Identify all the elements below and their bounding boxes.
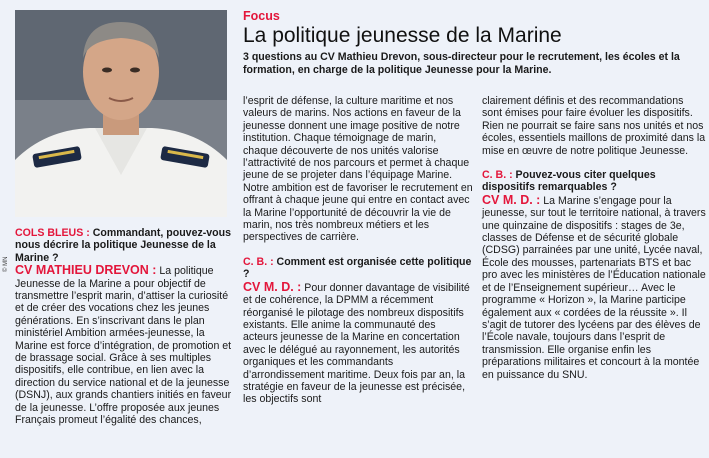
article-lead: 3 questions au CV Mathieu Drevon, sous-directeur pour le recrutement, les écoles et la formation, en charge de la politique Jeunesse pour la Marine.: [243, 51, 680, 76]
answer-2-text-1: Pour donner davantage de visibilité et de cohérence, la DPMM a récemment réorganisé le pilotage des nombreux dispositifs existants. Elle anime la communauté des acteurs jeunesse de la Marine en concertation avec le délégué au rayonnement, les autorités organiques et les commandants d’arrondissement maritime. Deux fois par an, la stratégie en faveur de la jeunesse est précisée, les objectifs sont: [243, 281, 470, 406]
question-3-asker: C. B. :: [482, 169, 513, 182]
question-1-asker: COLS BLEUS :: [15, 227, 90, 239]
column-3: [482, 95, 706, 381]
question-2: [243, 256, 473, 281]
photo-credit: © MN: [3, 256, 9, 272]
question-3: [482, 169, 706, 194]
question-1-text: Commandant, pouvez-vous nous décrire la politique Jeunesse de la Marine ?: [15, 227, 232, 264]
answer-2-speaker: CV M. D. :: [243, 279, 302, 294]
portrait-illustration: [15, 10, 227, 217]
column-2: [243, 95, 473, 406]
column-1: [15, 227, 239, 427]
question-2-text: Comment est organisée cette politique ?: [243, 255, 472, 281]
question-2-asker: C. B. :: [243, 255, 274, 268]
answer-2-part-1: [243, 281, 473, 406]
answer-1-part-1: [15, 264, 239, 426]
answer-3-text: La Marine s’engage pour la jeunesse, sur tout le territoire national, à travers une quinzaine de dispositifs : stages de 3e, classes de Défense et de sécurité globale (CDSG) parrainées par une unité, Lycée naval, École des mousses, partenariats BTS et bac pro avec les ministères de l’Éducation nationale et de l’Enseignement supérieur… Avec le programme « Horizon », la Marine participe également aux « cordées de la réussite ». Il s’agit de tutorer des lycéens par des élèves de l’École navale, toujours dans l’esprit de transmission. Elle organise enfin les préparations militaires et concourt à la montée en puissance du SNU.: [482, 194, 706, 381]
section-kicker: Focus: [243, 9, 280, 23]
question-3-text: Pouvez-vous citer quelques dispositifs remarquables ?: [482, 169, 656, 194]
answer-2-part-2: clairement définis et des recommandations sont émises pour faire évoluer les dispositifs. Rien ne pourrait se faire sans nos unités et nos écoles, essentiels maillons de proximité dans la mise en œuvre de notre politique Jeunesse.: [482, 95, 706, 157]
article-title: La politique jeunesse de la Marine: [243, 24, 562, 47]
question-1: [15, 227, 239, 264]
portrait-photo: [15, 10, 227, 217]
answer-1-part-2: l’esprit de défense, la culture maritime et nos valeurs de marins. Nos actions en faveur de la jeunesse donnent une image positive de notre institution. Chaque témoignage de marin, chaque découverte de nos unités valorise l’attractivité de nos parcours et permet à chaque jeune de se projeter dans l’équipage Marine. Notre ambition est de favoriser le recrutement en offrant à chaque jeune qui entre en contact avec la Marine l’opportunité de découvrir la vie de marin, nos très nombreux métiers et les perspectives de carrière.: [243, 95, 473, 244]
answer-1-speaker: CV MATHIEU DREVON :: [15, 263, 157, 278]
answer-3-speaker: CV M. D. :: [482, 192, 541, 207]
answer-1-text-1: La politique Jeunesse de la Marine a pour objectif de transmettre l’esprit marin, d’attiser la curiosité et de créer des vocations chez les jeunes générations. En s’inscrivant dans le plan ministériel Ambition armées-jeunesse, la Marine est force d’intégration, de promotion et de brassage social. Grâce à ses multiples dispositifs, elle contribue, en lien avec la direction du service national et de la jeunesse (DSNJ), aux grands chantiers initiés en faveur de la jeunesse. L’offre proposée aux jeunes Français promeut l’égalité des chances,: [15, 265, 232, 427]
answer-3: [482, 194, 706, 381]
